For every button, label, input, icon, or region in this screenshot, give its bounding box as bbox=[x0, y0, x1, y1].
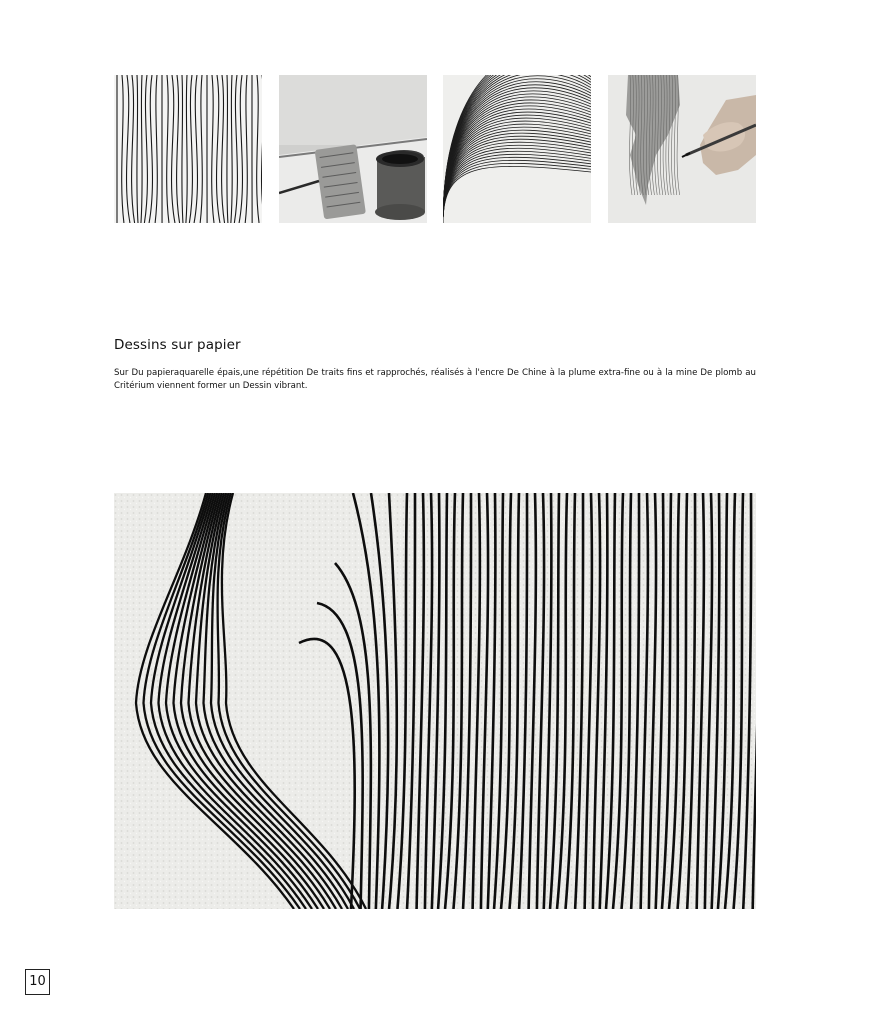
curved-lines-drawing bbox=[443, 75, 591, 223]
thumbnail-image-2 bbox=[279, 75, 427, 223]
vertical-lines-drawing bbox=[114, 75, 262, 223]
thumbnail-image-1 bbox=[114, 75, 262, 223]
thumbnail-image-3 bbox=[443, 75, 591, 223]
hand-drawing-photo bbox=[608, 75, 756, 223]
page-number: 10 bbox=[25, 969, 50, 995]
thumbnail-image-4 bbox=[608, 75, 756, 223]
lines-closeup-drawing bbox=[114, 493, 756, 909]
ink-pot-photo bbox=[279, 75, 427, 223]
large-image bbox=[114, 493, 756, 909]
section-body-text: Sur Du papieraquarelle épais,une répétition De traits fins et rapprochés, réalisés à l'encre De Chine à la plume extra-fine ou à la mine De plomb au Critérium viennent former un Dessin vibrant. bbox=[114, 368, 756, 391]
section-title: Dessins sur papier bbox=[114, 337, 241, 353]
